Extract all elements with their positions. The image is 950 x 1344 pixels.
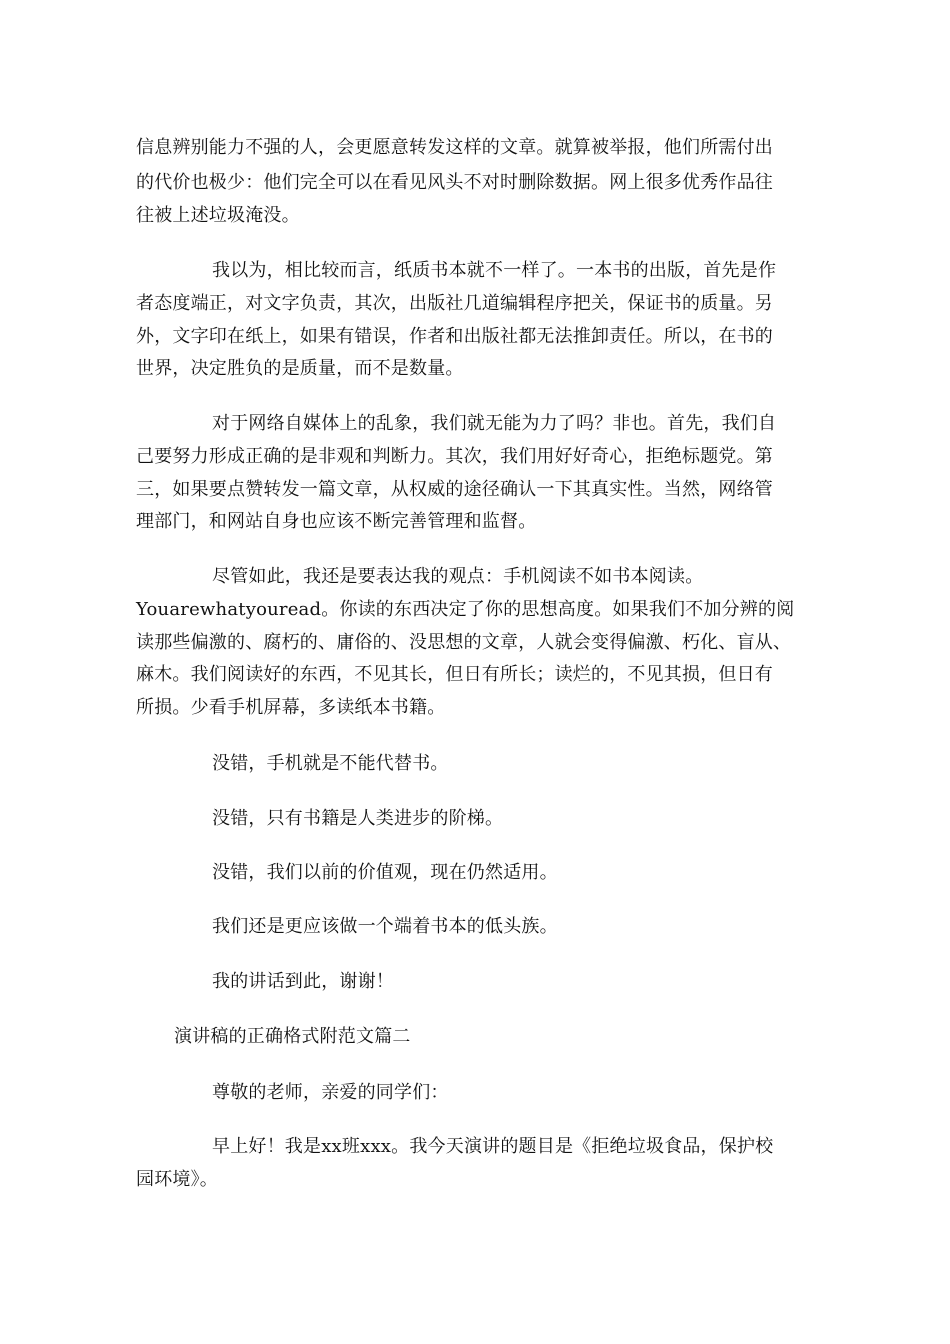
section-heading: 演讲稿的正确格式附范文篇二 — [174, 1026, 411, 1047]
paragraph-line: 信息辨别能力不强的人，会更愿意转发这样的文章。就算被举报，他们所需付出 — [136, 137, 773, 158]
greeting-line: 尊敬的老师，亲爱的同学们： — [212, 1082, 449, 1103]
paragraph-line: 外，文字印在纸上，如果有错误，作者和出版社都无法推卸责任。所以，在书的 — [136, 326, 773, 347]
paragraph-line: 的代价也极少：他们完全可以在看见风头不对时删除数据。网上很多优秀作品往 — [136, 172, 773, 193]
paragraph-line: 园环境》。 — [136, 1169, 218, 1190]
paragraph-line: 麻木。我们阅读好的东西，不见其长，但日有所长；读烂的，不见其损，但日有 — [136, 664, 773, 685]
paragraph-line: 者态度端正，对文字负责，其次，出版社几道编辑程序把关，保证书的质量。另 — [136, 293, 773, 314]
paragraph-line: 读那些偏激的、腐朽的、庸俗的、没思想的文章，人就会变得偏激、朽化、盲从、 — [136, 632, 792, 653]
short-line: 没错，我们以前的价值观，现在仍然适用。 — [212, 862, 558, 883]
short-line: 我的讲话到此，谢谢！ — [212, 971, 394, 992]
short-line: 没错，手机就是不能代替书。 — [212, 753, 449, 774]
paragraph-line: 己要努力形成正确的是非观和判断力。其次，我们用好好奇心，拒绝标题党。第 — [136, 446, 773, 467]
paragraph-line: 所损。少看手机屏幕，多读纸本书籍。 — [136, 697, 446, 718]
paragraph-line: 对于网络自媒体上的乱象，我们就无能为力了吗？非也。首先，我们自 — [212, 413, 777, 434]
paragraph-line: 早上好！我是xx班xxx。我今天演讲的题目是《拒绝垃圾食品，保护校 — [212, 1136, 774, 1157]
paragraph-line: 理部门，和网站自身也应该不断完善管理和监督。 — [136, 511, 537, 532]
paragraph-line: 往被上述垃圾淹没。 — [136, 205, 300, 226]
paragraph-line: 尽管如此，我还是要表达我的观点：手机阅读不如书本阅读。 — [212, 566, 704, 587]
paragraph-line: 世界，决定胜负的是质量，而不是数量。 — [136, 358, 464, 379]
paragraph-line: 我以为，相比较而言，纸质书本就不一样了。一本书的出版，首先是作 — [212, 260, 777, 281]
paragraph-line: 三，如果要点赞转发一篇文章，从权威的途径确认一下其真实性。当然，网络管 — [136, 479, 773, 500]
paragraph-line: Youarewhatyouread。你读的东西决定了你的思想高度。如果我们不加分辨的阅 — [136, 599, 795, 620]
short-line: 没错，只有书籍是人类进步的阶梯。 — [212, 808, 504, 829]
short-line: 我们还是更应该做一个端着书本的低头族。 — [212, 916, 558, 937]
